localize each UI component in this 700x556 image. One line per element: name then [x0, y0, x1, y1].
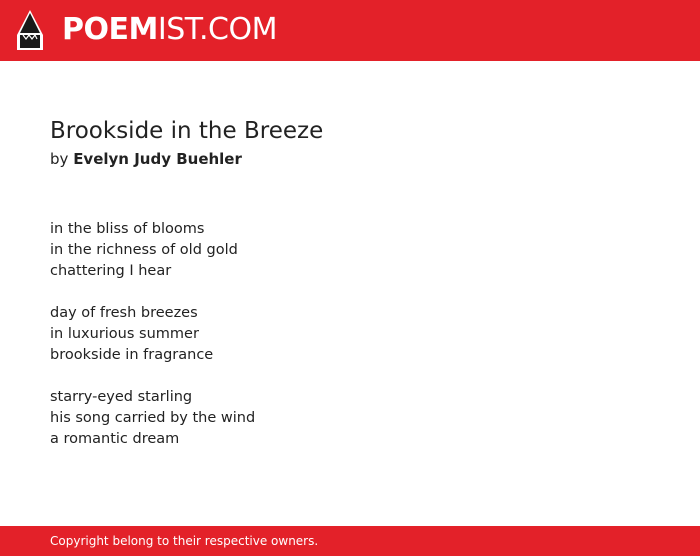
- site-footer: [0, 526, 700, 556]
- pencil-tip-icon: [16, 9, 44, 51]
- site-header: [0, 0, 700, 61]
- poem-line: his song carried by the wind: [50, 410, 256, 426]
- author-name: Evelyn Judy Buehler: [73, 150, 242, 168]
- poem-line: day of fresh breezes: [50, 305, 198, 321]
- poem-line: in the richness of old gold: [50, 242, 238, 258]
- poem-line: chattering I hear: [50, 263, 172, 279]
- stanza: [50, 387, 650, 450]
- poem-line: starry-eyed starling: [50, 389, 193, 405]
- logo-bold-part: POEM: [62, 12, 158, 47]
- poem-line: a romantic dream: [50, 431, 180, 447]
- poem-heading: [50, 116, 650, 170]
- poem-line: brookside in fragrance: [50, 347, 214, 363]
- poem-body: [50, 219, 650, 471]
- poem-title: Brookside in the Breeze: [50, 118, 324, 144]
- site-logo[interactable]: [62, 12, 277, 48]
- stanza: [50, 303, 650, 366]
- by-label: by: [50, 150, 69, 168]
- byline: [50, 148, 650, 170]
- poem-line: in luxurious summer: [50, 326, 199, 342]
- logo-light-part: IST.COM: [157, 12, 277, 47]
- copyright-text: Copyright belong to their respective owners.: [50, 534, 319, 548]
- poem-line: in the bliss of blooms: [50, 221, 205, 237]
- stanza: [50, 219, 650, 282]
